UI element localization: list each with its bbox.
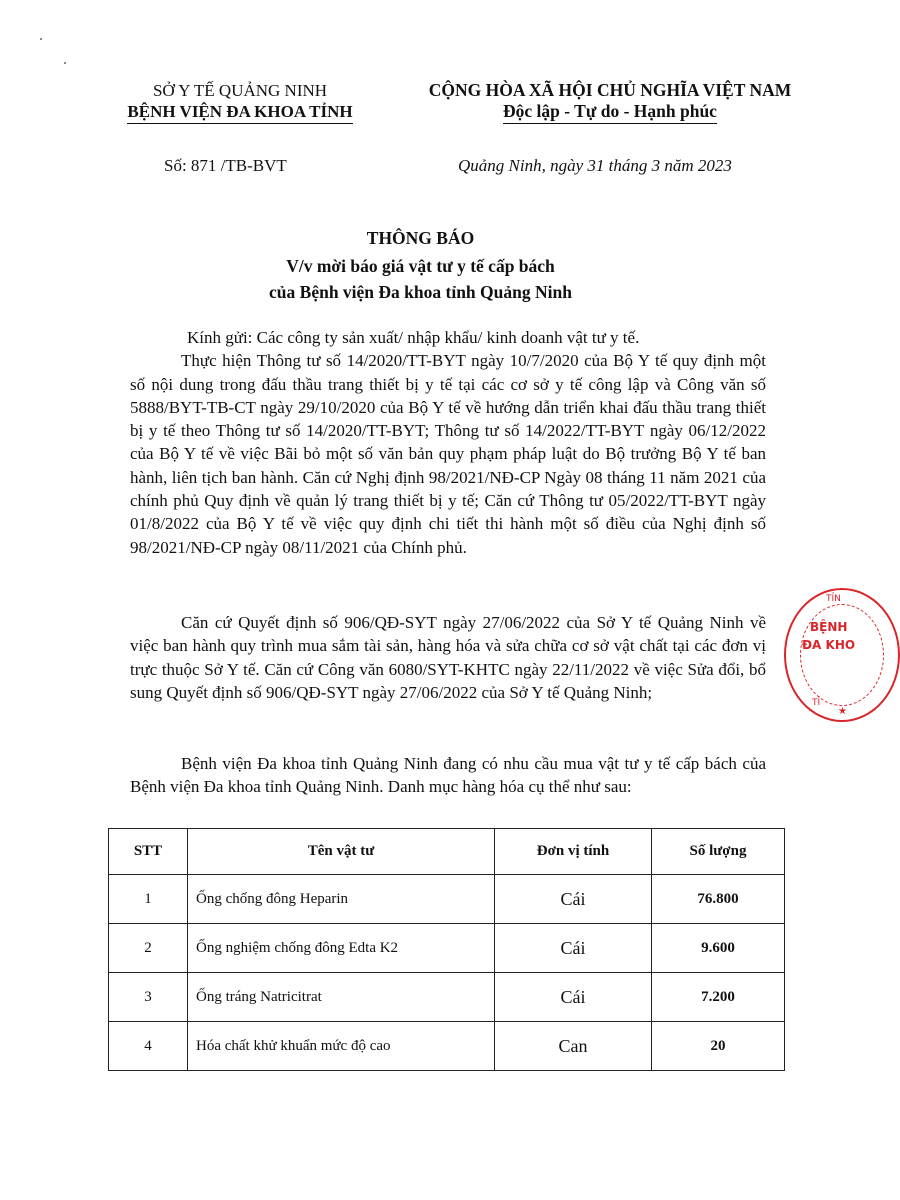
- doc-subject: V/v mời báo giá vật tư y tế cấp bách: [286, 256, 555, 276]
- cell-quantity: 7.200: [652, 973, 785, 1022]
- scan-speck: [64, 62, 66, 64]
- document-number: Số: 871 /TB-BVT: [164, 156, 287, 175]
- header-unit: Đơn vị tính: [495, 829, 652, 875]
- national-header: [410, 80, 810, 124]
- cell-unit: Cái: [495, 875, 652, 924]
- greeting: Kính gửi: Các công ty sản xuất/ nhập khẩu/ kinh doanh vật tư y tế.: [187, 328, 640, 347]
- nation-title: CỘNG HÒA XÃ HỘI CHỦ NGHĨA VIỆT NAM: [428, 80, 792, 100]
- table-header-row: [109, 829, 785, 875]
- cell-stt: 3: [109, 973, 188, 1022]
- cell-item-name: Ống nghiệm chống đông Edta K2: [188, 924, 495, 973]
- cell-stt: 2: [109, 924, 188, 973]
- paragraph-need: Bệnh viện Đa khoa tỉnh Quảng Ninh đang có nhu cầu mua vật tư y tế cấp bách của Bệnh viện Đa khoa tỉnh Quảng Ninh. Danh mục hàng hóa cụ thể như sau:: [130, 754, 766, 797]
- paragraph-legal-basis: Thực hiện Thông tư số 14/2020/TT-BYT ngày 10/7/2020 của Bộ Y tế quy định một số nội dung trong đấu thầu trang thiết bị y tế tại các cơ sở y tế công lập và Công văn số 5888/BYT-TB-CT ngày 29/10/2020 của Bộ Y tế về hướng dẫn triển khai đấu thầu trang thiết bị y tế theo Thông tư số 14/2020/TT-BYT; Thông tư số 14/2022/TT-BYT ngày 06/12/2022 của Bộ Y tế về việc Bãi bỏ một số văn bản quy phạm pháp luật do Bộ trưởng Bộ Y tế ban hành, liên tịch ban hành. Căn cứ Nghị định 98/2021/NĐ-CP Ngày 08 tháng 11 năm 2021 của chính phủ Quy định về quản lý trang thiết bị y tế; Căn cứ Thông tư 05/2022/TT-BYT ngày 01/8/2022 của Bộ Y tế về việc quy định chi tiết thi hành một số điều của Nghị định số 98/2021/NĐ-CP ngày 08/11/2021 của Chính phủ.: [130, 351, 766, 557]
- nation-motto: Độc lập - Tự do - Hạnh phúc: [503, 101, 717, 124]
- stamp-arc-top: TỈN: [826, 594, 841, 604]
- cell-quantity: 20: [652, 1022, 785, 1071]
- table-row: [109, 1022, 785, 1071]
- cell-item-name: Hóa chất khử khuẩn mức độ cao: [188, 1022, 495, 1071]
- table-row: [109, 973, 785, 1022]
- cell-quantity: 9.600: [652, 924, 785, 973]
- cell-unit: Cái: [495, 973, 652, 1022]
- cell-stt: 1: [109, 875, 188, 924]
- organization-block: [95, 80, 385, 124]
- cell-unit: Cái: [495, 924, 652, 973]
- official-stamp: [784, 588, 900, 722]
- body-section-1: [130, 326, 766, 559]
- cell-item-name: Ống tráng Natricitrat: [188, 973, 495, 1022]
- doc-title: THÔNG BÁO: [366, 228, 475, 248]
- table-row: [109, 924, 785, 973]
- stamp-text-1: BỆNH: [810, 620, 848, 634]
- org-parent: SỞ Y TẾ QUẢNG NINH: [152, 81, 328, 100]
- org-name: BỆNH VIỆN ĐA KHOA TỈNH: [127, 101, 352, 124]
- scan-speck: [40, 38, 42, 40]
- cell-stt: 4: [109, 1022, 188, 1071]
- items-table: [108, 828, 785, 1071]
- header-quantity: Số lượng: [652, 829, 785, 875]
- stamp-text-2: ĐA KHO: [802, 638, 856, 652]
- document-date: Quảng Ninh, ngày 31 tháng 3 năm 2023: [458, 156, 732, 175]
- body-section-3: [130, 752, 766, 799]
- cell-unit: Can: [495, 1022, 652, 1071]
- header-item-name: Tên vật tư: [188, 829, 495, 875]
- paragraph-decision: Căn cứ Quyết định số 906/QĐ-SYT ngày 27/06/2022 của Sở Y tế Quảng Ninh về việc ban hành quy trình mua sắm tài sản, hàng hóa và sửa chữa cơ sở vật chất tại các đơn vị trực thuộc Sở Y tế. Căn cứ Công văn 6080/SYT-KHTC ngày 22/11/2022 về việc Sửa đổi, bổ sung Quyết định số 906/QĐ-SYT ngày 27/06/2022 của Sở Y tế Quảng Ninh;: [130, 613, 766, 702]
- header-stt: STT: [109, 829, 188, 875]
- cell-quantity: 76.800: [652, 875, 785, 924]
- stamp-star-icon: ★: [838, 706, 847, 717]
- stamp-arc-bottom: TỈ: [812, 698, 821, 708]
- table-row: [109, 875, 785, 924]
- body-section-2: [130, 611, 766, 704]
- doc-subject-2: của Bệnh viện Đa khoa tỉnh Quảng Ninh: [269, 282, 572, 302]
- cell-item-name: Ống chống đông Heparin: [188, 875, 495, 924]
